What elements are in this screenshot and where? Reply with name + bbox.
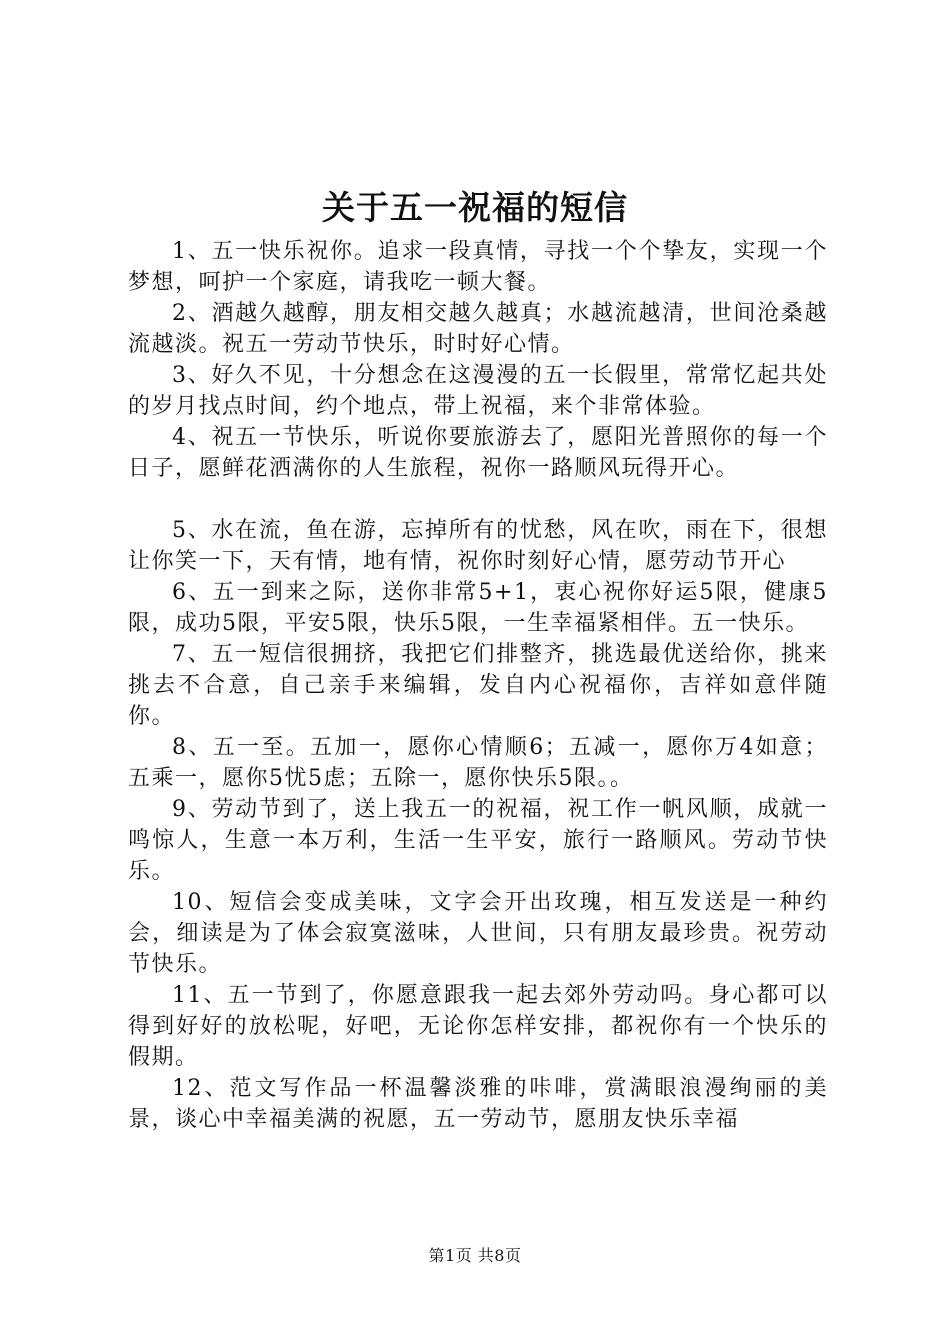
paragraph-11: 11、五一节到了，你愿意跟我一起去郊外劳动吗。身心都可以得到好好的放松呢，好吧，无论你怎样安排，都祝你有一个快乐的假期。 — [128, 983, 828, 1070]
paragraph-6: 6、五一到来之际，送你非常5+1，衷心祝你好运5限，健康5限，成功5限，平安5限，快乐5限，一生幸福紧相伴。五一快乐。 — [128, 580, 828, 636]
paragraph-4: 4、祝五一节快乐，听说你要旅游去了，愿阳光普照你的每一个日子，愿鲜花洒满你的人生旅程，祝你一路顺风玩得开心。 — [128, 425, 828, 481]
paragraph-1: 1、五一快乐祝你。追求一段真情，寻找一个个挚友，实现一个梦想，呵护一个家庭，请我吃一顿大餐。 — [128, 239, 828, 295]
paragraph-2: 2、酒越久越醇，朋友相交越久越真；水越流越清，世间沧桑越流越淡。祝五一劳动节快乐，时时好心情。 — [128, 301, 828, 357]
paragraph-12: 12、范文写作品一杯温馨淡雅的咔啡，赏满眼浪漫绚丽的美景，谈心中幸福美满的祝愿，五一劳动节，愿朋友快乐幸福 — [128, 1076, 828, 1132]
document-title: 关于五一祝福的短信 — [322, 188, 628, 227]
document-body — [128, 236, 828, 1135]
paragraph-5: 5、水在流，鱼在游，忘掉所有的忧愁，风在吹，雨在下，很想让你笑一下，天有情，地有情，祝你时刻好心情，愿劳动节开心 — [128, 518, 828, 574]
paragraph-9: 9、劳动节到了，送上我五一的祝福，祝工作一帆风顺，成就一鸣惊人，生意一本万利，生活一生平安，旅行一路顺风。劳动节快乐。 — [128, 797, 828, 884]
paragraph-8: 8、五一至。五加一，愿你心情顺6；五减一，愿你万4如意；五乘一，愿你5忧5虑；五除一，愿你快乐5限。。 — [128, 735, 828, 791]
paragraph-3: 3、好久不见，十分想念在这漫漫的五一长假里，常常忆起共处的岁月找点时间，约个地点，带上祝福，来个非常体验。 — [128, 363, 828, 419]
paragraph-7: 7、五一短信很拥挤，我把它们排整齐，挑选最优送给你，挑来挑去不合意，自己亲手来编辑，发自内心祝福你，吉祥如意伴随你。 — [128, 642, 828, 729]
page-footer: 第1页 共8页 — [428, 1246, 522, 1265]
paragraph-10: 10、短信会变成美味，文字会开出玫瑰，相互发送是一种约会，细读是为了体会寂寞滋味，人世间，只有朋友最珍贵。祝劳动节快乐。 — [128, 890, 828, 977]
